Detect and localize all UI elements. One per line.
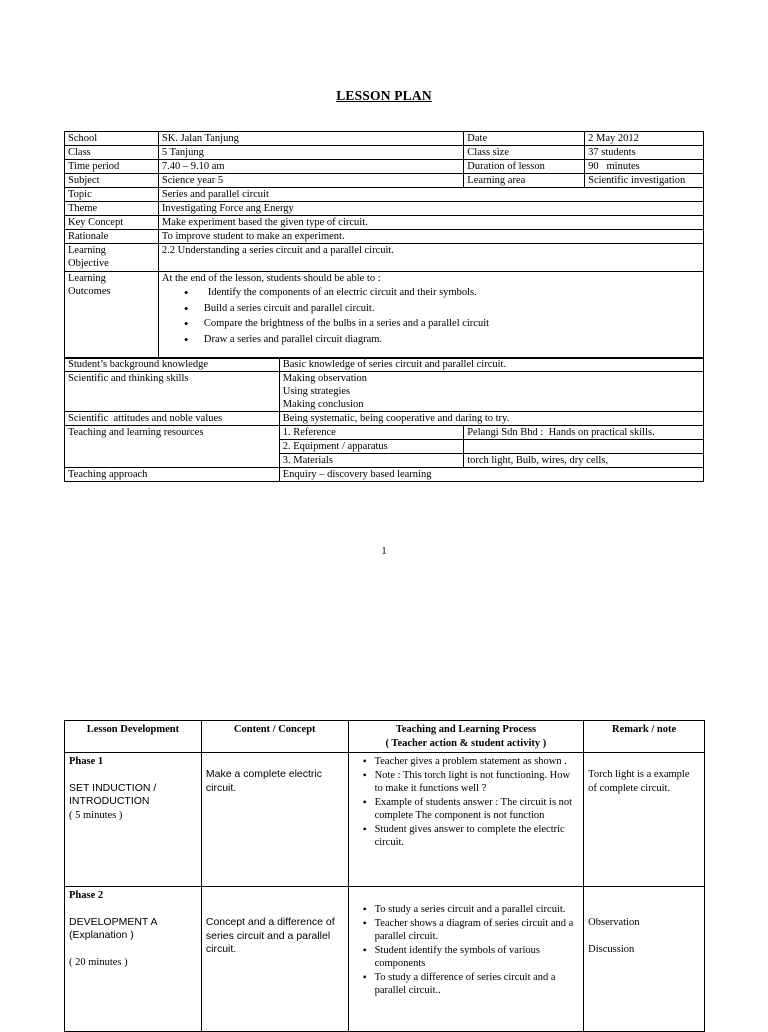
table-row [65,202,704,216]
phase2-remark [584,887,705,1032]
school-label: School [65,132,159,146]
school-value: SK. Jalan Tanjung [158,132,463,146]
class-value: 5 Tanjung [158,146,463,160]
table-row [65,132,704,146]
table-row [65,188,704,202]
table-row [65,216,704,230]
phase1-process-list [353,755,580,850]
class-size-value: 37 students [585,146,704,160]
phase1-remark-text: Torch light is a example of complete circuit. [588,769,690,794]
objective-label-line2: Objective [68,258,109,269]
table-row [65,230,704,244]
theme-value: Investigating Force ang Energy [158,202,703,216]
phase2-name-line1: DEVELOPMENT A [69,915,158,928]
class-label: Class [65,146,159,160]
phase2-name [69,916,197,943]
phase1-cell [65,753,202,887]
area-label: Learning area [464,174,585,188]
key-concept-label: Key Concept [65,216,159,230]
table-row [65,358,704,372]
phase1-name-line2: INTRODUCTION [69,795,150,807]
phase2-process [348,887,584,1032]
page-number: 1 [381,546,387,557]
skill-item: Making conclusion [282,399,364,410]
list-item: • Draw a series and parallel circuit diagram. [184,332,700,348]
table-row [65,887,705,1032]
skills-label: Scientific and thinking skills [65,372,280,412]
table-header-row [65,721,705,753]
phase2-title: Phase 2 [69,890,104,901]
area-value: Scientific investigation [585,174,704,188]
table-row [65,468,704,482]
phase2-remark-line1: Observation [588,917,640,928]
duration-value: 90 minutes [585,160,704,174]
outcomes-list [162,285,700,347]
resource-value [464,440,704,454]
outcomes-label [65,272,159,359]
phase1-content [201,753,348,887]
list-item: • Teacher shows a diagram of series circuit and a parallel circuit. [365,917,580,944]
attitudes-value: Being systematic, being cooperative and daring to try. [279,412,703,426]
objective-label-line1: Learning [68,245,106,256]
date-label: Date [464,132,585,146]
list-item: • Identify the components of an electric circuit and their symbols. [184,285,700,301]
list-item: • To study a difference of series circuit and a parallel circuit.. [365,971,580,998]
table-row [65,372,704,412]
approach-label: Teaching approach [65,468,280,482]
phase2-content [201,887,348,1032]
outcomes-label-line2: Outcomes [68,286,111,297]
list-item: • Student gives answer to complete the electric circuit. [365,823,580,850]
header-process-line2: ( Teacher action & student activity ) [385,737,547,749]
rationale-label: Rationale [65,230,159,244]
header-development: Lesson Development [65,721,202,753]
list-item: • Teacher gives a problem statement as shown . [365,755,580,769]
table-row [65,426,704,440]
outcomes-intro: At the end of the lesson, students should be able to : [161,273,381,284]
topic-label: Topic [65,188,159,202]
header-content: Content / Concept [201,721,348,753]
table-row [65,174,704,188]
subject-value: Science year 5 [158,174,463,188]
document-title: LESSON PLAN [336,88,432,103]
skill-item: Making observation [282,373,368,384]
resource-name: 1. Reference [279,426,463,440]
list-item: • Student identify the symbols of various components [365,944,580,971]
phase2-process-list [353,903,580,998]
table-row [65,412,704,426]
rationale-value: To improve student to make an experiment. [158,230,703,244]
duration-label: Duration of lesson [464,160,585,174]
skill-item: Using strategies [282,386,351,397]
header-process-line1: Teaching and Learning Process [395,724,537,735]
theme-label: Theme [65,202,159,216]
lesson-info-table [64,131,704,359]
phase1-minutes: ( 5 minutes ) [69,809,123,821]
table-row [65,244,704,272]
list-item: • To study a series circuit and a parallel circuit. [365,903,580,917]
phase1-remark [584,753,705,887]
resource-value: Pelangi Sdn Bhd : Hands on practical skills. [464,426,704,440]
phase2-cell [65,887,202,1032]
outcomes-label-line1: Learning [68,273,106,284]
background-value: Basic knowledge of series circuit and parallel circuit. [279,358,703,372]
header-remark: Remark / note [584,721,705,753]
skills-value [279,372,703,412]
time-value: 7.40 – 9.10 am [158,160,463,174]
date-value: 2 May 2012 [585,132,704,146]
phase1-title: Phase 1 [69,756,104,767]
lesson-development-table [64,720,705,1032]
phase2-remark-line2: Discussion [588,943,635,955]
list-item: • Build a series circuit and parallel circuit. [184,301,700,317]
table-row [65,146,704,160]
list-item: • Compare the brightness of the bulbs in a series and a parallel circuit [184,316,700,332]
header-process [348,721,584,753]
phase1-content-text: Make a complete electric circuit. [205,768,322,794]
table-row [65,753,705,887]
topic-value: Series and parallel circuit [158,188,703,202]
phase2-content-text: Concept and a difference of series circuit and a parallel circuit. [205,916,335,955]
key-concept-value: Make experiment based the given type of circuit. [158,216,703,230]
background-table [64,357,704,482]
time-label: Time period [65,160,159,174]
phase1-name-line1: SET INDUCTION / [69,781,157,794]
phase1-process [348,753,584,887]
phase2-minutes: ( 20 minutes ) [69,956,128,968]
resource-value: torch light, Bulb, wires, dry cells, [464,454,704,468]
phase1-name [69,782,197,809]
table-row [65,160,704,174]
resources-label: Teaching and learning resources [65,426,280,468]
attitudes-label: Scientific attitudes and noble values [65,412,280,426]
background-label: Student’s background knowledge [65,358,280,372]
resource-name: 3. Materials [279,454,463,468]
list-item: • Example of students answer : The circuit is not complete The component is not function [365,796,580,823]
subject-label: Subject [65,174,159,188]
list-item: • Note : This torch light is not functioning. How to make it functions well ? [365,769,580,796]
class-size-label: Class size [464,146,585,160]
approach-value: Enquiry – discovery based learning [279,468,703,482]
objective-value: 2.2 Understanding a series circuit and a parallel circuit. [158,244,703,272]
table-row [65,272,704,359]
outcomes-cell [158,272,703,359]
phase2-name-line2: (Explanation ) [69,929,134,941]
resource-name: 2. Equipment / apparatus [279,440,463,454]
objective-label [65,244,159,272]
